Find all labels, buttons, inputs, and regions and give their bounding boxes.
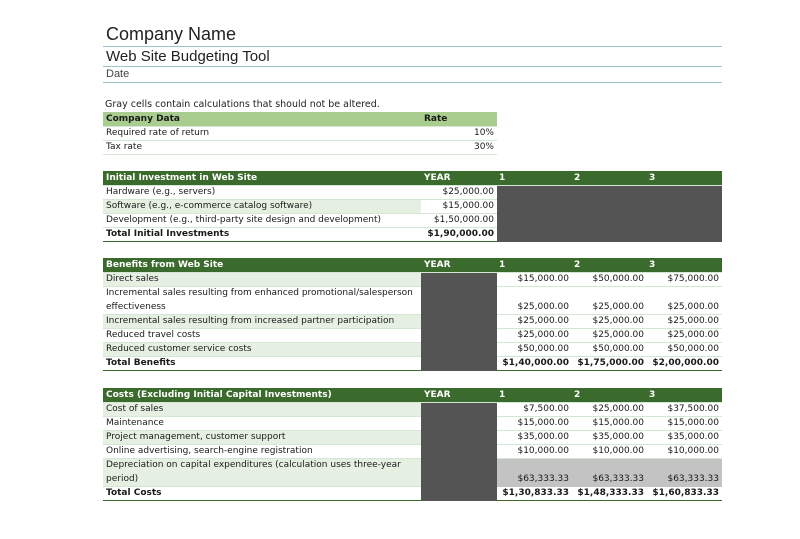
calculated-cell: $63,333.33 [497,472,572,486]
row-label: Maintenance [103,416,421,430]
table-row [103,300,722,314]
initial-investment-table [103,171,722,242]
value-cell[interactable]: $25,000.00 [572,314,647,328]
total-row [103,356,722,370]
rate-heading: Rate [421,112,497,126]
locked-cell [421,444,497,458]
locked-cell [421,458,497,472]
row-label: Project management, customer support [103,430,421,444]
table-row [103,286,722,300]
value-cell[interactable]: $7,500.00 [497,402,572,416]
costs-table [103,388,722,501]
locked-cell [421,300,497,314]
row-label: Development (e.g., third-party site design and development) [103,213,421,227]
company-data-heading: Company Data [103,112,421,126]
value-cell[interactable]: $10,000.00 [572,444,647,458]
col-1-heading: 1 [497,258,572,272]
costs-heading: Costs (Excluding Initial Capital Investments) [103,388,421,402]
row-label: Tax rate [103,140,421,154]
table-row [103,185,722,199]
value-cell[interactable]: $25,000.00 [497,328,572,342]
total-cell: $1,30,833.33 [497,486,572,500]
value-cell[interactable]: $50,000.00 [572,272,647,286]
locked-cell [421,402,497,416]
value-cell[interactable]: $15,000.00 [497,272,572,286]
locked-cell [497,199,572,213]
development-cell[interactable]: $1,50,000.00 [421,213,497,227]
row-label: Software (e.g., e-commerce catalog software) [103,199,421,213]
value-cell[interactable]: $25,000.00 [647,300,722,314]
benefits-table [103,258,722,371]
total-cell: $1,48,333.33 [572,486,647,500]
total-cell: $1,75,000.00 [572,356,647,370]
row-label: Direct sales [103,272,421,286]
value-cell[interactable]: $25,000.00 [572,402,647,416]
locked-cell [647,227,722,241]
rate-of-return-cell[interactable]: 10% [421,126,497,140]
value-cell[interactable]: $15,000.00 [572,416,647,430]
value-cell[interactable]: $25,000.00 [572,328,647,342]
value-cell[interactable]: $35,000.00 [497,430,572,444]
row-label: period) [103,472,421,486]
value-cell[interactable]: $35,000.00 [647,430,722,444]
page-title[interactable]: Web Site Budgeting Tool [106,48,270,65]
locked-cell [421,430,497,444]
company-data-table [103,112,497,155]
table-row [103,416,722,430]
row-label: Reduced travel costs [103,328,421,342]
total-cell: $2,00,000.00 [647,356,722,370]
value-cell[interactable]: $50,000.00 [572,342,647,356]
col-3-heading: 3 [647,258,722,272]
row-label: Hardware (e.g., servers) [103,185,421,199]
locked-cell [497,185,572,199]
value-cell[interactable] [572,286,647,300]
locked-cell [421,328,497,342]
table-row [103,140,497,154]
col-1-heading: 1 [497,388,572,402]
value-cell[interactable]: $50,000.00 [497,342,572,356]
locked-cell [572,185,647,199]
company-data-header [103,112,497,126]
table-row [103,126,497,140]
locked-cell [497,213,572,227]
locked-cell [497,227,572,241]
value-cell[interactable]: $35,000.00 [572,430,647,444]
locked-cell [572,213,647,227]
locked-cell [647,213,722,227]
locked-cell [572,227,647,241]
row-label: Reduced customer service costs [103,342,421,356]
year-heading: YEAR [421,258,497,272]
locked-cell [421,416,497,430]
total-row [103,486,722,500]
locked-cell [421,272,497,286]
locked-cell [421,472,497,486]
total-row [103,227,722,241]
tax-rate-cell[interactable]: 30% [421,140,497,154]
locked-cell [421,356,497,370]
locked-cell [421,342,497,356]
date-rule [103,82,722,83]
row-label: Incremental sales resulting from enhanced promotional/salesperson [103,286,421,300]
year-heading: YEAR [421,171,497,185]
table-row [103,430,722,444]
initial-investment-heading: Initial Investment in Web Site [103,171,421,185]
table-row [103,342,722,356]
locked-cell [647,185,722,199]
value-cell[interactable] [497,286,572,300]
hardware-cell[interactable]: $25,000.00 [421,185,497,199]
value-cell[interactable]: $25,000.00 [572,300,647,314]
row-label: Required rate of return [103,126,421,140]
calculated-cell: $63,333.33 [647,472,722,486]
value-cell[interactable]: $25,000.00 [497,314,572,328]
table-row [103,328,722,342]
value-cell[interactable]: $25,000.00 [497,300,572,314]
value-cell[interactable]: $75,000.00 [647,272,722,286]
table-row [103,199,722,213]
total-label: Total Costs [103,486,421,500]
subtitle-rule [103,66,722,67]
table-row [103,402,722,416]
title-rule [103,46,722,47]
table-row [103,314,722,328]
date-field[interactable]: Date [106,68,130,80]
row-label: Depreciation on capital expenditures (calculation uses three-year [103,458,421,472]
calculated-cell [647,458,722,472]
calculated-cell: $63,333.33 [572,472,647,486]
value-cell[interactable]: $10,000.00 [647,444,722,458]
value-cell[interactable]: $25,000.00 [647,314,722,328]
instruction-note: Gray cells contain calculations that should not be altered. [105,99,380,110]
col-2-heading: 2 [572,258,647,272]
total-cell: $1,60,833.33 [647,486,722,500]
calculated-cell [497,458,572,472]
value-cell[interactable]: $25,000.00 [647,328,722,342]
value-cell[interactable]: $50,000.00 [647,342,722,356]
row-label: Online advertising, search-engine registration [103,444,421,458]
col-2-heading: 2 [572,171,647,185]
costs-header [103,388,722,402]
benefits-heading: Benefits from Web Site [103,258,421,272]
row-label: Incremental sales resulting from increased partner participation [103,314,421,328]
col-3-heading: 3 [647,388,722,402]
total-label: Total Initial Investments [103,227,421,241]
table-row [103,213,722,227]
value-cell[interactable] [647,286,722,300]
row-label: Cost of sales [103,402,421,416]
locked-cell [421,314,497,328]
value-cell[interactable]: $37,500.00 [647,402,722,416]
benefits-header [103,258,722,272]
software-cell[interactable]: $15,000.00 [421,199,497,213]
table-row [103,472,722,486]
calculated-cell [572,458,647,472]
initial-investment-header [103,171,722,185]
total-initial-cell: $1,90,000.00 [421,227,497,241]
table-row [103,458,722,472]
value-cell[interactable]: $15,000.00 [497,416,572,430]
locked-cell [572,199,647,213]
locked-cell [421,286,497,300]
row-label: effectiveness [103,300,421,314]
table-row [103,444,722,458]
col-2-heading: 2 [572,388,647,402]
table-row [103,272,722,286]
col-3-heading: 3 [647,171,722,185]
locked-cell [421,486,497,500]
company-name[interactable]: Company Name [106,24,237,44]
total-label: Total Benefits [103,356,421,370]
value-cell[interactable]: $10,000.00 [497,444,572,458]
locked-cell [647,199,722,213]
col-1-heading: 1 [497,171,572,185]
year-heading: YEAR [421,388,497,402]
total-cell: $1,40,000.00 [497,356,572,370]
value-cell[interactable]: $15,000.00 [647,416,722,430]
